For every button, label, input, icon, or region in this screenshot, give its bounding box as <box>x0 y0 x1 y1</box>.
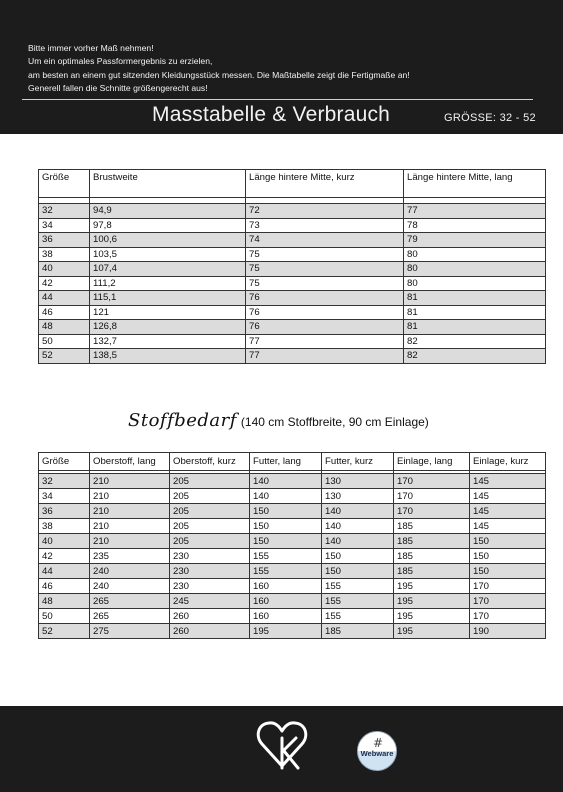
measure-cell: 48 <box>39 320 90 335</box>
measure-cell: 138,5 <box>90 349 246 364</box>
measure-cell: 121 <box>90 305 246 320</box>
measure-cell: 77 <box>246 334 404 349</box>
fabric-cell: 145 <box>470 504 546 519</box>
table-row <box>39 262 546 277</box>
measure-cell: 42 <box>39 276 90 291</box>
fabric-heading <box>128 410 429 431</box>
measure-column-header: Größe <box>39 170 90 198</box>
fabric-cell: 140 <box>250 489 322 504</box>
fabric-requirement-table <box>38 452 546 639</box>
measure-cell: 79 <box>404 233 546 248</box>
measure-cell: 77 <box>246 349 404 364</box>
fabric-cell: 185 <box>322 624 394 639</box>
fabric-cell: 150 <box>250 504 322 519</box>
fabric-column-header: Oberstoff, kurz <box>170 453 250 471</box>
measure-header-row <box>39 170 546 198</box>
fabric-cell: 130 <box>322 489 394 504</box>
table-row <box>39 320 546 335</box>
measure-column-header: Länge hintere Mitte, kurz <box>246 170 404 198</box>
measure-cell: 72 <box>246 204 404 219</box>
fabric-cell: 240 <box>90 564 170 579</box>
fabric-cell: 145 <box>470 519 546 534</box>
fabric-cell: 240 <box>90 579 170 594</box>
fabric-cell: 140 <box>322 534 394 549</box>
measure-cell: 100,6 <box>90 233 246 248</box>
fabric-cell: 155 <box>250 564 322 579</box>
measure-cell: 40 <box>39 262 90 277</box>
table-row <box>39 489 546 504</box>
fabric-cell: 40 <box>39 534 90 549</box>
measure-cell: 75 <box>246 276 404 291</box>
intro-line: Bitte immer vorher Maß nehmen! <box>28 43 154 53</box>
table-row <box>39 247 546 262</box>
intro-text <box>28 42 410 96</box>
fabric-cell: 205 <box>170 519 250 534</box>
fabric-cell: 130 <box>322 474 394 489</box>
fabric-cell: 170 <box>470 609 546 624</box>
table-row <box>39 204 546 219</box>
measure-cell: 132,7 <box>90 334 246 349</box>
fabric-subtitle: (140 cm Stoffbreite, 90 cm Einlage) <box>240 415 429 429</box>
fabric-cell: 185 <box>394 519 470 534</box>
fabric-cell: 145 <box>470 474 546 489</box>
fabric-cell: 245 <box>170 594 250 609</box>
fabric-cell: 235 <box>90 549 170 564</box>
table-row <box>39 504 546 519</box>
fabric-cell: 48 <box>39 594 90 609</box>
fabric-cell: 150 <box>470 564 546 579</box>
table-row <box>39 218 546 233</box>
fabric-cell: 36 <box>39 504 90 519</box>
fabric-cell: 46 <box>39 579 90 594</box>
header-divider <box>22 99 533 100</box>
table-row <box>39 519 546 534</box>
table-row <box>39 534 546 549</box>
fabric-cell: 205 <box>170 504 250 519</box>
fabric-cell: 42 <box>39 549 90 564</box>
fabric-cell: 210 <box>90 504 170 519</box>
table-row <box>39 624 546 639</box>
measure-cell: 80 <box>404 247 546 262</box>
fabric-header-row <box>39 453 546 471</box>
measure-cell: 115,1 <box>90 291 246 306</box>
table-row <box>39 233 546 248</box>
table-row <box>39 549 546 564</box>
fabric-cell: 170 <box>394 504 470 519</box>
measure-cell: 111,2 <box>90 276 246 291</box>
fabric-cell: 275 <box>90 624 170 639</box>
measure-cell: 38 <box>39 247 90 262</box>
measure-cell: 97,8 <box>90 218 246 233</box>
measure-column-header: Brustweite <box>90 170 246 198</box>
fabric-cell: 230 <box>170 579 250 594</box>
measure-cell: 77 <box>404 204 546 219</box>
measure-cell: 76 <box>246 320 404 335</box>
fabric-cell: 155 <box>322 579 394 594</box>
table-row <box>39 609 546 624</box>
measure-cell: 34 <box>39 218 90 233</box>
table-row <box>39 305 546 320</box>
measure-cell: 74 <box>246 233 404 248</box>
measure-cell: 73 <box>246 218 404 233</box>
measure-cell: 76 <box>246 305 404 320</box>
fabric-cell: 210 <box>90 489 170 504</box>
measure-cell: 80 <box>404 262 546 277</box>
table-row <box>39 276 546 291</box>
fabric-cell: 155 <box>250 549 322 564</box>
measure-cell: 107,4 <box>90 262 246 277</box>
fabric-cell: 265 <box>90 609 170 624</box>
intro-line: Generell fallen die Schnitte größengerecht aus! <box>28 83 208 94</box>
fabric-cell: 150 <box>250 534 322 549</box>
fabric-cell: 260 <box>170 609 250 624</box>
measure-cell: 81 <box>404 305 546 320</box>
table-row <box>39 349 546 364</box>
fabric-cell: 160 <box>250 609 322 624</box>
fabric-cell: 210 <box>90 519 170 534</box>
measure-cell: 78 <box>404 218 546 233</box>
fabric-cell: 185 <box>394 564 470 579</box>
fabric-cell: 210 <box>90 474 170 489</box>
fabric-column-header: Einlage, kurz <box>470 453 546 471</box>
fabric-cell: 185 <box>394 549 470 564</box>
measure-cell: 80 <box>404 276 546 291</box>
fabric-cell: 170 <box>394 489 470 504</box>
fabric-cell: 205 <box>170 489 250 504</box>
table-row <box>39 474 546 489</box>
webware-grid-icon: # <box>372 736 384 750</box>
fabric-cell: 140 <box>322 519 394 534</box>
page-title: Masstabelle & Verbrauch <box>152 103 391 126</box>
measure-cell: 36 <box>39 233 90 248</box>
measurement-table <box>38 169 546 364</box>
fabric-cell: 150 <box>322 564 394 579</box>
fabric-cell: 155 <box>322 609 394 624</box>
measure-cell: 44 <box>39 291 90 306</box>
intro-line: am besten an einem gut sitzenden Kleidungsstück messen. Die Maßtabelle zeigt die Fertigmaße an! <box>28 69 410 80</box>
fabric-cell: 205 <box>170 474 250 489</box>
fabric-cell: 190 <box>470 624 546 639</box>
measure-cell: 81 <box>404 291 546 306</box>
fabric-cell: 32 <box>39 474 90 489</box>
fabric-column-header: Einlage, lang <box>394 453 470 471</box>
measure-cell: 82 <box>404 349 546 364</box>
table-row <box>39 334 546 349</box>
fabric-cell: 160 <box>250 579 322 594</box>
fabric-column-header: Oberstoff, lang <box>90 453 170 471</box>
measure-cell: 76 <box>246 291 404 306</box>
fabric-cell: 205 <box>170 534 250 549</box>
table-row <box>39 594 546 609</box>
fabric-cell: 140 <box>250 474 322 489</box>
fabric-cell: 140 <box>322 504 394 519</box>
size-range-label: GRÖSSE: 32 - 52 <box>444 112 536 124</box>
fabric-cell: 50 <box>39 609 90 624</box>
table-row <box>39 579 546 594</box>
fabric-cell: 170 <box>470 594 546 609</box>
fabric-cell: 150 <box>470 549 546 564</box>
measure-cell: 94,9 <box>90 204 246 219</box>
fabric-cell: 265 <box>90 594 170 609</box>
fabric-cell: 195 <box>394 594 470 609</box>
fabric-cell: 150 <box>470 534 546 549</box>
fabric-cell: 230 <box>170 564 250 579</box>
measure-cell: 82 <box>404 334 546 349</box>
measure-cell: 126,8 <box>90 320 246 335</box>
fabric-cell: 150 <box>322 549 394 564</box>
fabric-cell: 155 <box>322 594 394 609</box>
heart-k-logo-icon <box>254 716 310 772</box>
table-row <box>39 291 546 306</box>
fabric-cell: 230 <box>170 549 250 564</box>
fabric-cell: 210 <box>90 534 170 549</box>
fabric-cell: 195 <box>394 609 470 624</box>
fabric-column-header: Größe <box>39 453 90 471</box>
measure-cell: 50 <box>39 334 90 349</box>
fabric-cell: 145 <box>470 489 546 504</box>
measure-column-header: Länge hintere Mitte, lang <box>404 170 546 198</box>
measure-cell: 103,5 <box>90 247 246 262</box>
fabric-column-header: Futter, lang <box>250 453 322 471</box>
fabric-cell: 44 <box>39 564 90 579</box>
fabric-cell: 160 <box>250 594 322 609</box>
fabric-cell: 52 <box>39 624 90 639</box>
fabric-cell: 38 <box>39 519 90 534</box>
fabric-column-header: Futter, kurz <box>322 453 394 471</box>
fabric-cell: 170 <box>394 474 470 489</box>
intro-line: Um ein optimales Passformergebnis zu erzielen, <box>28 56 213 67</box>
webware-badge-label: Webware <box>360 749 394 758</box>
measure-cell: 32 <box>39 204 90 219</box>
measure-cell: 81 <box>404 320 546 335</box>
fabric-cell: 195 <box>250 624 322 639</box>
measure-cell: 75 <box>246 247 404 262</box>
fabric-cell: 195 <box>394 624 470 639</box>
fabric-cell: 150 <box>250 519 322 534</box>
fabric-script-title: Stoffbedarf <box>128 410 237 431</box>
fabric-cell: 170 <box>470 579 546 594</box>
measure-cell: 75 <box>246 262 404 277</box>
fabric-cell: 260 <box>170 624 250 639</box>
fabric-cell: 195 <box>394 579 470 594</box>
webware-badge <box>357 731 397 771</box>
table-row <box>39 564 546 579</box>
fabric-cell: 34 <box>39 489 90 504</box>
fabric-cell: 185 <box>394 534 470 549</box>
measure-cell: 52 <box>39 349 90 364</box>
header-band <box>0 0 563 134</box>
measure-cell: 46 <box>39 305 90 320</box>
